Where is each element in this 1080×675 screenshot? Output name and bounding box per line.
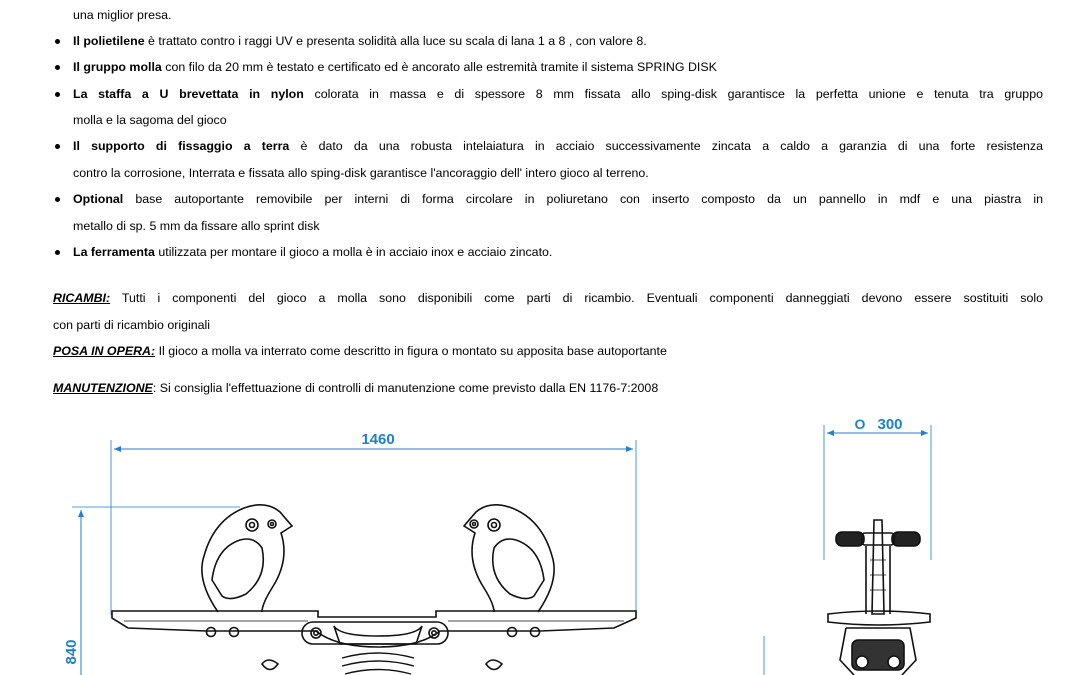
diameter-label: 300 xyxy=(877,416,903,433)
width-dimension xyxy=(111,431,636,615)
bullet-text: base autoportante removibile per interni di forma circolare in poliuretano con inserto composto da un pannello in mdf e una piastra in xyxy=(123,192,1043,206)
rocker-side-view xyxy=(828,520,930,675)
bullet-text: con filo da 20 mm è testato e certificato ed è ancorato alle estremità tramite il sistema SPRING DISK xyxy=(161,60,717,74)
bullet-continuation: molla e la sagoma del gioco xyxy=(73,113,227,127)
rocker-front-view xyxy=(112,505,636,674)
diameter-symbol: O xyxy=(854,416,866,432)
bullet-bold: La ferramenta xyxy=(73,245,155,259)
width-label: 1460 xyxy=(361,431,395,448)
manutenzione-label: MANUTENZIONE xyxy=(53,381,153,395)
bullet-continuation: metallo di sp. 5 mm da fissare allo sprint disk xyxy=(73,219,320,233)
bullet-bold: Optional xyxy=(73,192,124,206)
manutenzione-text: : Si consiglia l'effettuazione di controlli di manutenzione come previsto dalla EN 1176-7:2008 xyxy=(152,381,659,395)
bullet-text: è trattato contro i raggi UV e presenta solidità alla luce su scala di lana 1 a 8 , con valore 8. xyxy=(144,34,647,48)
height-label: 840 xyxy=(63,639,80,665)
bullet-text: colorata in massa e di spessore 8 mm fissata allo sping-disk garantisce la perfetta unione e tenuta tra gruppo xyxy=(303,87,1043,101)
intro-tail: una miglior presa. xyxy=(73,8,172,22)
bullet-bold: Il supporto di fissaggio a terra xyxy=(73,139,290,153)
bullet-text: utilizzata per montare il gioco a molla è in acciaio inox e acciaio zincato. xyxy=(154,245,553,259)
bullet-bold: La staffa a U brevettata in nylon xyxy=(73,87,304,101)
ricambi-label: RICAMBI: xyxy=(53,291,111,305)
bullet-text: è dato da una robusta intelaiatura in acciaio successivamente zincata a caldo a garanzia di una forte resistenza xyxy=(289,139,1043,153)
bullet-bold: Il polietilene xyxy=(73,34,145,48)
ricambi-continuation: con parti di ricambio originali xyxy=(53,318,211,332)
posa-label: POSA IN OPERA: xyxy=(53,344,156,358)
bullet-continuation: contro la corrosione, Interrata e fissata allo sping-disk garantisce l'ancoraggio dell' intero gioco al terreno. xyxy=(73,166,649,180)
bullet-bold: Il gruppo molla xyxy=(73,60,162,74)
ricambi-text: Tutti i componenti del gioco a molla sono disponibili come parti di ricambio. Eventuali componenti danneggiati devono essere sostituiti solo xyxy=(110,291,1043,305)
height-dimension xyxy=(63,507,240,675)
posa-text: Il gioco a molla va interrato come descritto in figura o montato su apposita base autoportante xyxy=(155,344,667,358)
